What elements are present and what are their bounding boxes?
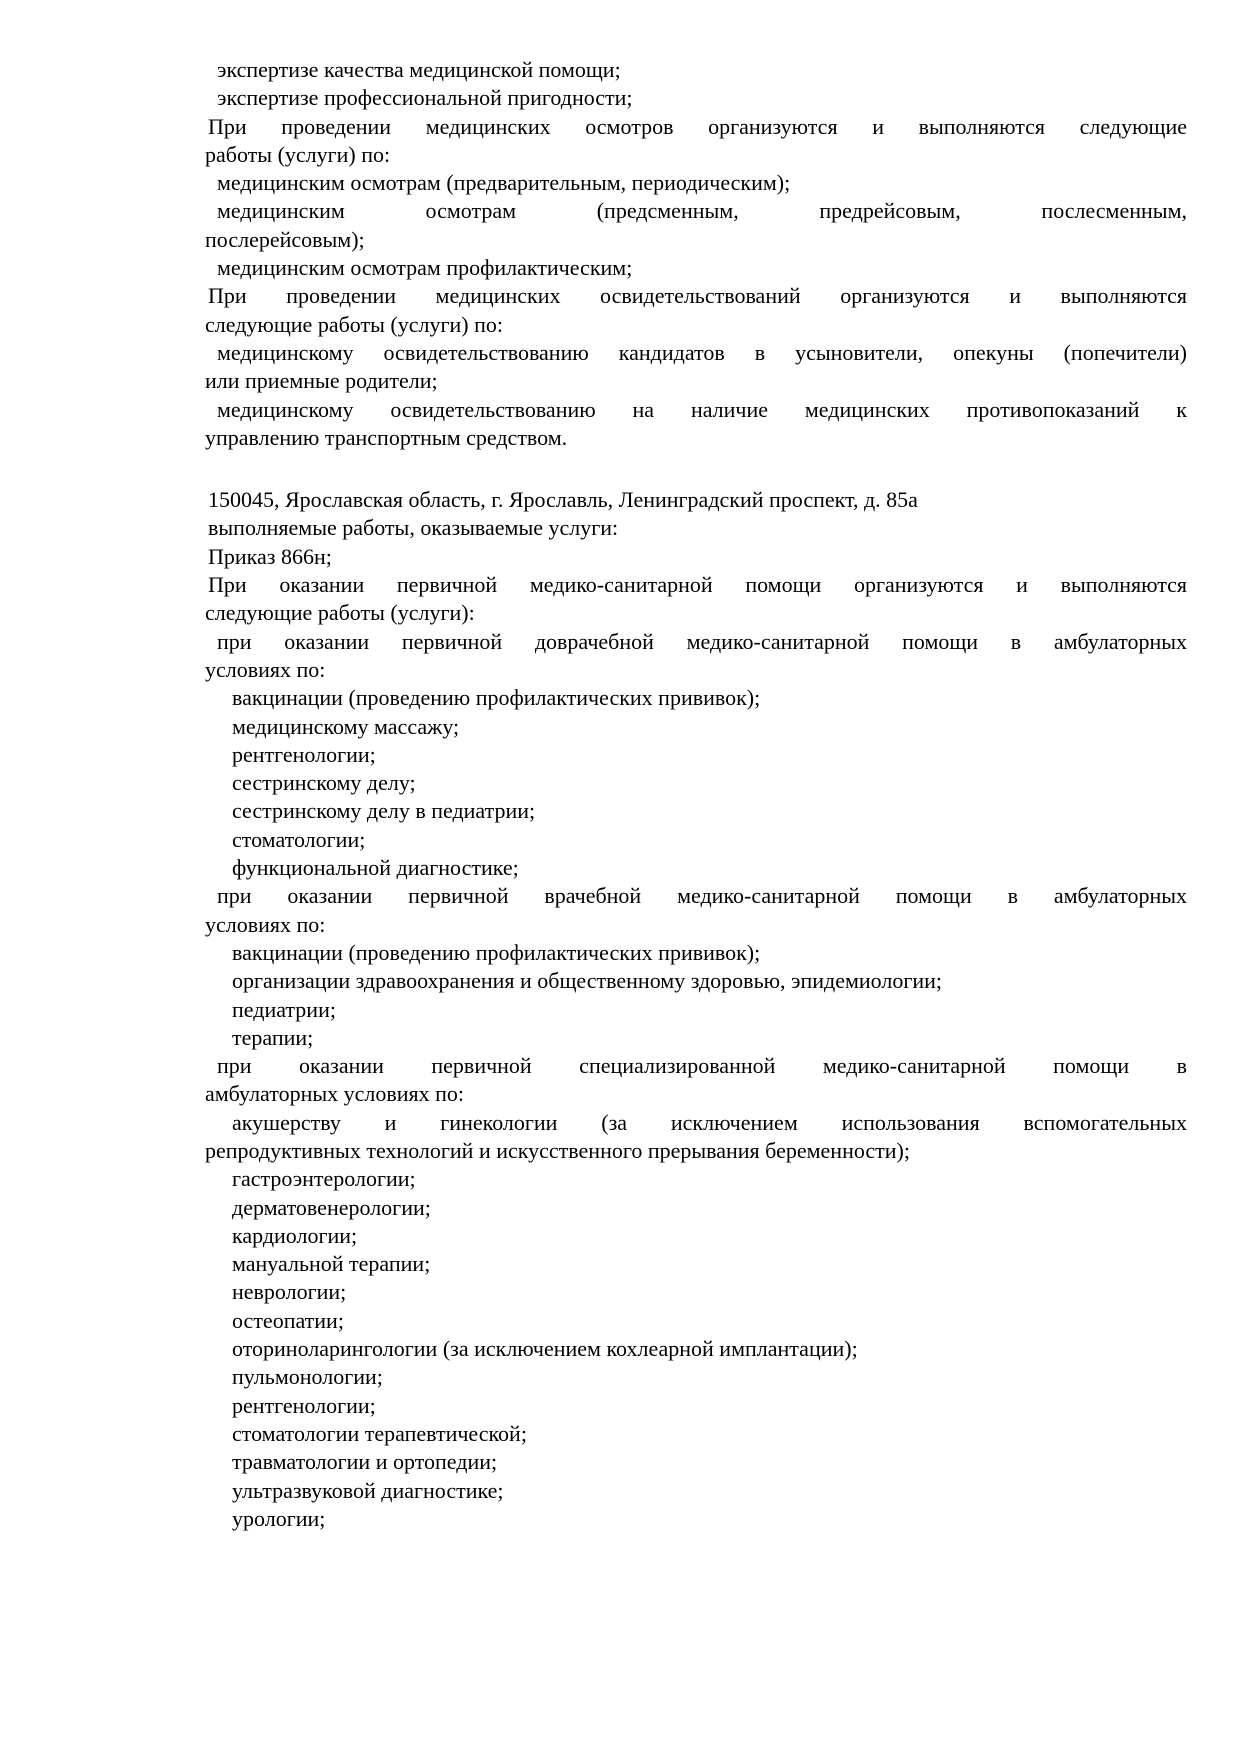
paragraph — [205, 1392, 1187, 1420]
paragraph — [205, 769, 1187, 797]
text-line: педиатрии; — [232, 996, 336, 1022]
paragraph — [205, 1250, 1187, 1278]
text-line: пульмонологии; — [232, 1364, 383, 1390]
paragraph — [205, 1363, 1187, 1391]
text-line: работы (услуги) по: — [205, 141, 391, 167]
text-line: кардиологии; — [232, 1222, 358, 1248]
text-line: организации здравоохранения и общественному здоровью, эпидемиологии; — [232, 968, 943, 994]
paragraph — [205, 996, 1187, 1024]
text-line: или приемные родители; — [205, 368, 438, 394]
text-line: медицинским осмотрам (предсменным, предрейсовым, послесменным, — [217, 198, 1187, 224]
paragraph — [205, 339, 1187, 396]
text-line: выполняемые работы, оказываемые услуги: — [208, 515, 619, 541]
paragraph — [205, 197, 1187, 254]
text-line: следующие работы (услуги): — [205, 600, 475, 626]
paragraph — [205, 854, 1187, 882]
paragraph — [205, 486, 1187, 514]
paragraph — [205, 282, 1187, 339]
text-line: ультразвуковой диагностике; — [232, 1477, 504, 1503]
paragraph — [205, 797, 1187, 825]
text-line: терапии; — [232, 1024, 314, 1050]
text-line: медицинскому освидетельствованию кандидатов в усыновители, опекуны (попечители) — [217, 339, 1187, 365]
text-line: стоматологии терапевтической; — [232, 1420, 527, 1446]
text-line: оториноларингологии (за исключением кохлеарной имплантации); — [232, 1336, 858, 1362]
text-line: медицинским осмотрам (предварительным, периодическим); — [217, 170, 791, 196]
text-line: урологии; — [232, 1505, 326, 1531]
text-line: экспертизе профессиональной пригодности; — [217, 85, 633, 111]
text-line: остеопатии; — [232, 1307, 344, 1333]
paragraph — [205, 939, 1187, 967]
paragraph — [205, 741, 1187, 769]
paragraph — [205, 1109, 1187, 1166]
text-line: дерматовенерологии; — [232, 1194, 431, 1220]
paragraph — [205, 826, 1187, 854]
text-line: акушерству и гинекологии (за исключением использования вспомогательных — [232, 1109, 1187, 1135]
paragraph — [205, 543, 1187, 571]
text-line: гастроэнтерологии; — [232, 1166, 416, 1192]
paragraph — [205, 1278, 1187, 1306]
text-line: экспертизе качества медицинской помощи; — [217, 57, 621, 82]
text-line: при оказании первичной доврачебной медико-санитарной помощи в амбулаторных — [217, 628, 1187, 654]
paragraph — [205, 396, 1187, 453]
text-line: рентгенологии; — [232, 1392, 376, 1418]
text-line: рентгенологии; — [232, 741, 376, 767]
text-line: амбулаторных условиях по: — [205, 1081, 465, 1107]
text-line: медицинским осмотрам профилактическим; — [217, 255, 633, 281]
paragraph — [205, 113, 1187, 170]
text-line: при оказании первичной врачебной медико-санитарной помощи в амбулаторных — [217, 883, 1187, 909]
text-line: При проведении медицинских освидетельствований организуются и выполняются — [208, 283, 1187, 309]
paragraph — [205, 571, 1187, 628]
text-line: 150045, Ярославская область, г. Ярославль, Ленинградский проспект, д. 85а — [208, 487, 918, 513]
paragraph — [205, 628, 1187, 685]
text-line: Приказ 866н; — [208, 543, 332, 569]
text-line: мануальной терапии; — [232, 1251, 431, 1277]
paragraph — [205, 1307, 1187, 1335]
text-line: неврологии; — [232, 1279, 347, 1305]
paragraph — [205, 84, 1187, 112]
text-line: условиях по: — [205, 911, 326, 937]
text-line: вакцинации (проведению профилактических прививок); — [232, 685, 761, 711]
paragraph — [205, 684, 1187, 712]
section-gap — [205, 452, 1187, 486]
text-line: функциональной диагностике; — [232, 855, 519, 881]
text-line: следующие работы (услуги) по: — [205, 311, 503, 337]
paragraph — [205, 56, 1187, 84]
document-page — [205, 56, 1187, 1533]
paragraph — [205, 1222, 1187, 1250]
text-line: сестринскому делу; — [232, 770, 416, 796]
text-line: условиях по: — [205, 656, 326, 682]
text-line: при оказании первичной специализированной медико-санитарной помощи в — [217, 1053, 1187, 1079]
text-line: При оказании первичной медико-санитарной помощи организуются и выполняются — [208, 572, 1187, 598]
text-line: репродуктивных технологий и искусственного прерывания беременности); — [205, 1137, 910, 1163]
paragraph — [205, 1477, 1187, 1505]
paragraph — [205, 514, 1187, 542]
text-line: травматологии и ортопедии; — [232, 1449, 498, 1475]
text-line: При проведении медицинских осмотров организуются и выполняются следующие — [208, 113, 1187, 139]
text-line: медицинскому массажу; — [232, 713, 460, 739]
paragraph — [205, 1052, 1187, 1109]
paragraph — [205, 967, 1187, 995]
text-line: сестринскому делу в педиатрии; — [232, 798, 536, 824]
paragraph — [205, 1194, 1187, 1222]
text-line: стоматологии; — [232, 826, 366, 852]
text-line: послерейсовым); — [205, 226, 365, 252]
paragraph — [205, 1165, 1187, 1193]
paragraph — [205, 1420, 1187, 1448]
text-line: медицинскому освидетельствованию на наличие медицинских противопоказаний к — [217, 396, 1187, 422]
paragraph — [205, 1024, 1187, 1052]
text-line: управлению транспортным средством. — [205, 424, 568, 450]
paragraph — [205, 1505, 1187, 1533]
text-line: вакцинации (проведению профилактических прививок); — [232, 939, 761, 965]
paragraph — [205, 882, 1187, 939]
paragraph — [205, 254, 1187, 282]
paragraph — [205, 713, 1187, 741]
paragraph — [205, 169, 1187, 197]
paragraph — [205, 1335, 1187, 1363]
paragraph — [205, 1448, 1187, 1476]
